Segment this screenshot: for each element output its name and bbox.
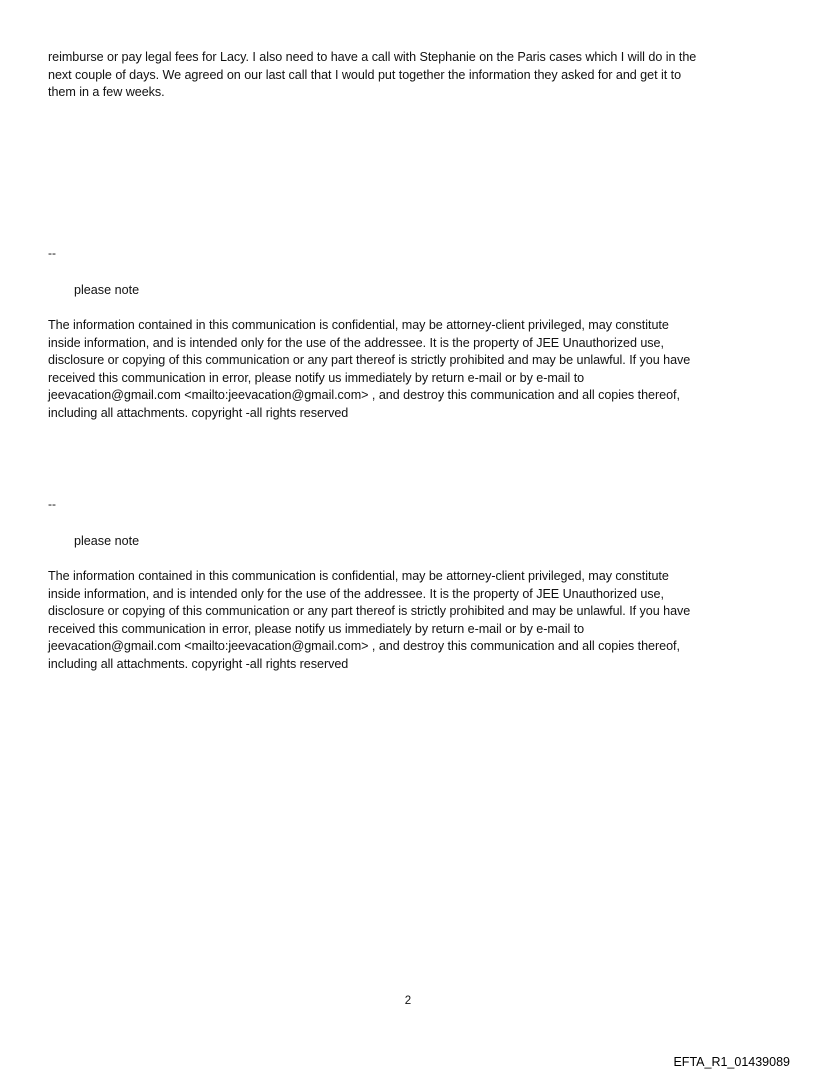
notice-line: received this communication in error, please notify us immediately by return e-mail or by e-mail to: [48, 621, 585, 636]
body-line: reimburse or pay legal fees for Lacy. I also need to have a call with Stephanie on the Paris cases which I will do in the: [48, 50, 697, 64]
notice-line: jeevacation@gmail.com <mailto:jeevacation@gmail.com> , and destroy this communication and all copies thereof,: [48, 388, 680, 402]
bates-number: EFTA_R1_01439089: [673, 1055, 790, 1069]
email-body-paragraph: [48, 49, 758, 102]
please-note-heading: please note: [74, 534, 140, 548]
notice-line: disclosure or copying of this communication or any part thereof is strictly prohibited and may be unlawful. If you have: [48, 604, 691, 618]
notice-line: The information contained in this communication is confidential, may be attorney-client privileged, may constitute: [48, 569, 669, 583]
page-number: 2: [404, 995, 412, 1007]
notice-line: disclosure or copying of this communication or any part thereof is strictly prohibited and may be unlawful. If you have: [48, 353, 691, 367]
notice-line: The information contained in this communication is confidential, may be attorney-client privileged, may constitute: [48, 318, 669, 332]
confidentiality-notice: [48, 317, 758, 422]
confidentiality-notice: [48, 568, 758, 673]
notice-line: jeevacation@gmail.com <mailto:jeevacation@gmail.com> , and destroy this communication and all copies thereof,: [48, 639, 680, 653]
signature-separator: --: [48, 497, 56, 511]
notice-line: including all attachments. copyright -all rights reserved: [48, 656, 349, 671]
notice-line: including all attachments. copyright -all rights reserved: [48, 405, 349, 420]
signature-separator: --: [48, 246, 56, 260]
notice-line: received this communication in error, please notify us immediately by return e-mail or by e-mail to: [48, 370, 585, 385]
body-line: next couple of days. We agreed on our last call that I would put together the information they asked for and get it to: [48, 67, 682, 82]
please-note-heading: please note: [74, 283, 140, 297]
body-line: them in a few weeks.: [48, 85, 165, 99]
notice-line: inside information, and is intended only for the use of the addressee. It is the property of JEE Unauthorized use,: [48, 586, 664, 601]
notice-line: inside information, and is intended only for the use of the addressee. It is the property of JEE Unauthorized use,: [48, 335, 664, 350]
